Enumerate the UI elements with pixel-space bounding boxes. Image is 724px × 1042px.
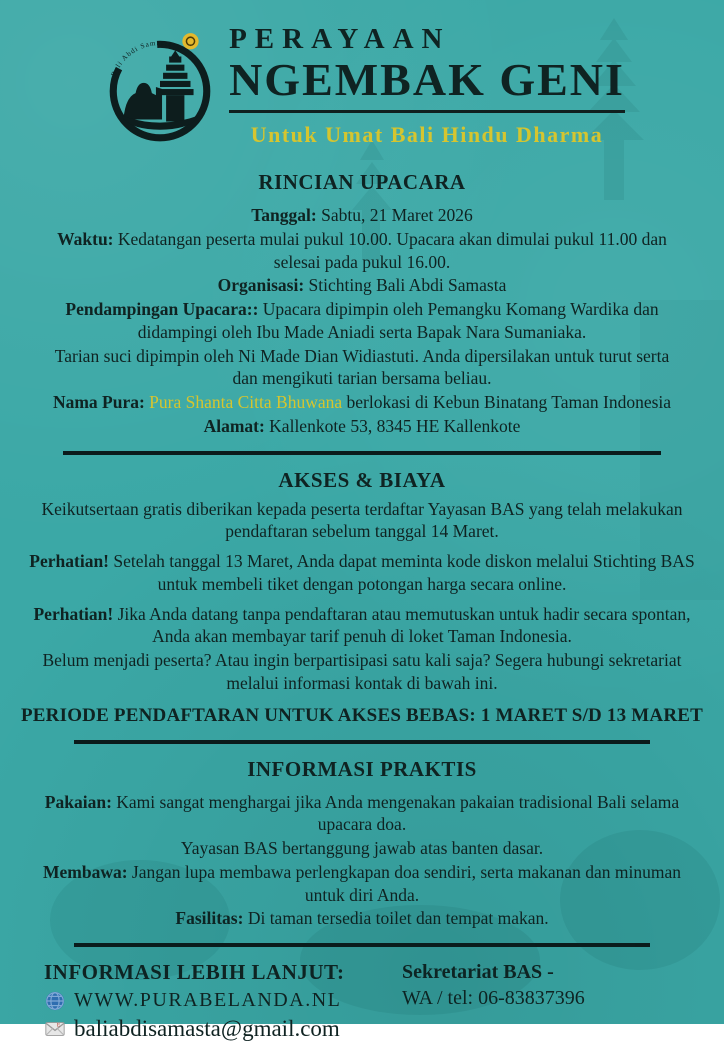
- section-divider-3: [74, 943, 650, 947]
- rincian-tanggal: [50, 204, 674, 227]
- email-line: [44, 1016, 402, 1042]
- fasilitas-label: Fasilitas:: [175, 908, 244, 929]
- event-subtitle: Untuk Umat Bali Hindu Dharma: [250, 121, 604, 147]
- rincian-heading: RINCIAN UPACARA: [258, 170, 466, 194]
- banten-text: Yayasan BAS bertanggung jawab atas banten dasar.: [180, 838, 544, 858]
- footer-left-column: [32, 960, 402, 1042]
- footer-contact: [32, 960, 692, 1042]
- praktis-heading: INFORMASI PRAKTIS: [247, 756, 477, 781]
- perhatian-2-text: Jika Anda datang tanpa pendaftaran atau memutuskan untuk hadir secara spontan, Anda akan membayar tarif penuh di loket Taman Indonesia.: [117, 603, 691, 647]
- pendampingan-label: Pendampingan Upacara::: [65, 299, 259, 319]
- section-informasi-praktis: [38, 757, 686, 931]
- waktu-label: Waktu:: [57, 228, 114, 249]
- belum-peserta-text: Belum menjadi peserta? Atau ingin berpartisipasi satu kali saja? Segera hubungi sekretariat melalui informasi kontak di bawah ini.: [42, 650, 682, 693]
- alamat-value: Kallenkote 53, 8345 HE Kallenkote: [269, 415, 521, 436]
- svg-text:Bali Abdi Samasta: Bali Abdi Samasta: [109, 39, 174, 78]
- akses-heading: AKSES & BIAYA: [278, 467, 446, 492]
- footer-heading: INFORMASI LEBIH LANJUT:: [44, 960, 345, 984]
- svg-text:E: E: [56, 1022, 61, 1029]
- footer-right-column: [402, 960, 692, 1010]
- event-title-small: PERAYAAN: [229, 23, 451, 56]
- praktis-banten: [38, 837, 686, 860]
- pura-name-link[interactable]: Pura Shanta Citta Bhuwana: [149, 392, 343, 412]
- membawa-text: Jangan lupa membawa perlengkapan doa sendiri, serta makanan dan minuman untuk diri Anda.: [131, 861, 682, 905]
- event-title-large: NGEMBAK GENI: [229, 53, 625, 105]
- rincian-organisasi: [50, 274, 674, 297]
- header: [0, 0, 724, 148]
- pakaian-text: Kami sangat menghargai jika Anda mengenakan pakaian tradisional Bali selama upacara doa.: [116, 791, 680, 835]
- akses-belum-peserta: [17, 649, 707, 695]
- organisasi-label: Organisasi:: [217, 275, 305, 296]
- periode-pendaftaran-banner: PERIODE PENDAFTARAN UNTUK AKSES BEBAS: 1 MARET S/D 13 MARET: [21, 704, 703, 726]
- rincian-pendampingan: [50, 298, 674, 344]
- alamat-label: Alamat:: [203, 415, 265, 436]
- section-akses-biaya: [17, 468, 707, 727]
- rincian-alamat: [50, 415, 674, 438]
- tanggal-value: Sabtu, 21 Maret 2026: [321, 205, 473, 225]
- section-rincian-upacara: [50, 170, 674, 438]
- nama-pura-label: Nama Pura:: [52, 392, 145, 412]
- perhatian-2-label: Perhatian!: [33, 603, 114, 624]
- pendampingan-value: Upacara dipimpin oleh Pemangku Komang Wardika dan didampingi oleh Ibu Made Aniadi serta Bapak Nara Sumaniaka.: [137, 299, 659, 342]
- website-line: [44, 989, 402, 1012]
- praktis-fasilitas: [38, 907, 686, 930]
- secretariat-phone: WA / tel: 06-83837396: [402, 987, 585, 1009]
- fasilitas-text: Di taman tersedia toilet dan tempat makan.: [247, 908, 549, 929]
- pakaian-label: Pakaian:: [44, 791, 112, 812]
- bali-temple-logo: [99, 26, 221, 148]
- section-divider-2: [74, 740, 650, 744]
- section-divider-1: [63, 451, 661, 455]
- perhatian-1-text: Setelah tanggal 13 Maret, Anda dapat meminta kode diskon melalui Stichting BAS untuk membeli tiket dengan potongan harga secara online.: [113, 551, 695, 594]
- akses-gratis: [17, 498, 707, 544]
- waktu-value: Kedatangan peserta mulai pukul 10.00. Upacara akan dimulai pukul 11.00 dan selesai pada pukul 16.00.: [117, 228, 667, 272]
- email-link[interactable]: baliabdisamasta@gmail.com: [74, 1016, 340, 1041]
- rincian-nama-pura: [50, 391, 674, 414]
- website-link[interactable]: WWW.PURABELANDA.NL: [74, 989, 342, 1011]
- akses-gratis-text: Keikutsertaan gratis diberikan kepada peserta terdaftar Yayasan BAS yang telah melakukan pendaftaran sebelum tanggal 14 Maret.: [41, 498, 683, 542]
- rincian-waktu: [50, 228, 674, 274]
- envelope-icon: [44, 1018, 66, 1040]
- title-block: [229, 24, 625, 147]
- globe-icon: [44, 990, 66, 1012]
- membawa-label: Membawa:: [42, 861, 128, 882]
- organisasi-value: Stichting Bali Abdi Samasta: [308, 275, 507, 296]
- tanggal-label: Tanggal:: [251, 205, 317, 225]
- praktis-pakaian: [38, 791, 686, 837]
- akses-perhatian-1: [17, 550, 707, 596]
- akses-perhatian-2: [17, 603, 707, 649]
- praktis-membawa: [38, 861, 686, 907]
- pura-location-text: berlokasi di Kebun Binatang Taman Indonesia: [346, 392, 672, 412]
- perhatian-1-label: Perhatian!: [29, 551, 110, 571]
- rincian-tarian: [50, 345, 674, 391]
- title-underline: [229, 110, 625, 113]
- secretariat-title: Sekretariat BAS -: [402, 961, 554, 983]
- tarian-text: Tarian suci dipimpin oleh Ni Made Dian Widiastuti. Anda dipersilakan untuk turut serta dan mengikuti tarian bersama beliau.: [54, 345, 670, 389]
